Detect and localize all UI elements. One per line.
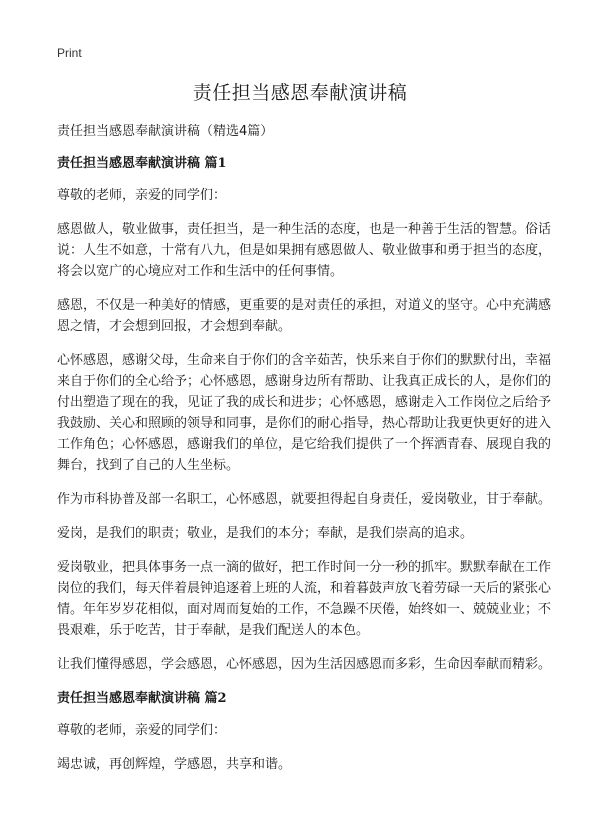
section-heading: 责任担当感恩奉献演讲稿 篇2 [57, 691, 227, 706]
section-heading: 责任担当感恩奉献演讲稿 篇1 [57, 156, 227, 171]
print-link[interactable]: Print [57, 46, 82, 60]
paragraph: 尊敬的老师，亲爱的同学们： [57, 188, 227, 203]
paragraph: 感恩做人，敬业做事，责任担当，是一种生活的态度，也是一种善于生活的智慧。俗话说：人生不如意，十常有八九，但是如果拥有感恩做人、敬业做事和勇于担当的态度，将会以宽广的心境应对工作和生活中的任何事情。 [57, 222, 552, 279]
paragraph: 竭忠诚，再创辉煌，学感恩，共享和谐。 [57, 757, 292, 772]
section-2 [57, 688, 552, 775]
paragraph: 爱岗，是我们的职责；敬业，是我们的本分；奉献，是我们崇高的追求。 [57, 526, 474, 541]
paragraph: 爱岗敬业，把具体事务一点一滴的做好，把工作时间一分一秒的抓牢。默默奉献在工作岗位的我们，每天伴着晨钟追逐着上班的人流，和着暮鼓声放飞着劳碌一天后的紧张心情。年年岁岁花相似，面对周而复始的工作，不急躁不厌倦，始终如一、兢兢业业；不畏艰难，乐于吃苦，甘于奉献，是我们配送人的本色。 [57, 560, 552, 638]
document-body [57, 121, 552, 788]
paragraph: 作为市科协普及部一名职工，心怀感恩，就要担得起自身责任，爱岗敬业，甘于奉献。 [57, 492, 552, 507]
paragraph: 心怀感恩，感谢父母，生命来自于你们的含辛茹苦，快乐来自于你们的默默付出，幸福来自于你们的全心给予；心怀感恩，感谢身边所有帮助、让我真正成长的人，是你们的付出塑造了现在的我，见证了我的成长和进步；心怀感恩，感谢走入工作岗位之后给予我鼓励、关心和照顾的领导和同事，是你们的耐心指导，热心帮助让我更快更好的进入工作角色；心怀感恩，感谢我们的单位，是它给我们提供了一个挥洒青春、展现自我的舞台，找到了自己的人生坐标。 [57, 353, 552, 473]
paragraph: 尊敬的老师，亲爱的同学们： [57, 723, 227, 738]
paragraph: 让我们懂得感恩，学会感恩，心怀感恩，因为生活因感恩而多彩，生命因奉献而精彩。 [57, 657, 552, 672]
section-1 [57, 153, 552, 675]
document-subtitle: 责任担当感恩奉献演讲稿（精选4篇） [57, 124, 274, 139]
paragraph: 感恩，不仅是一种美好的情感，更重要的是对责任的承担，对道义的坚守。心中充满感恩之情，才会想到回报，才会想到奉献。 [57, 298, 552, 334]
page-title: 责任担当感恩奉献演讲稿 [192, 82, 408, 104]
